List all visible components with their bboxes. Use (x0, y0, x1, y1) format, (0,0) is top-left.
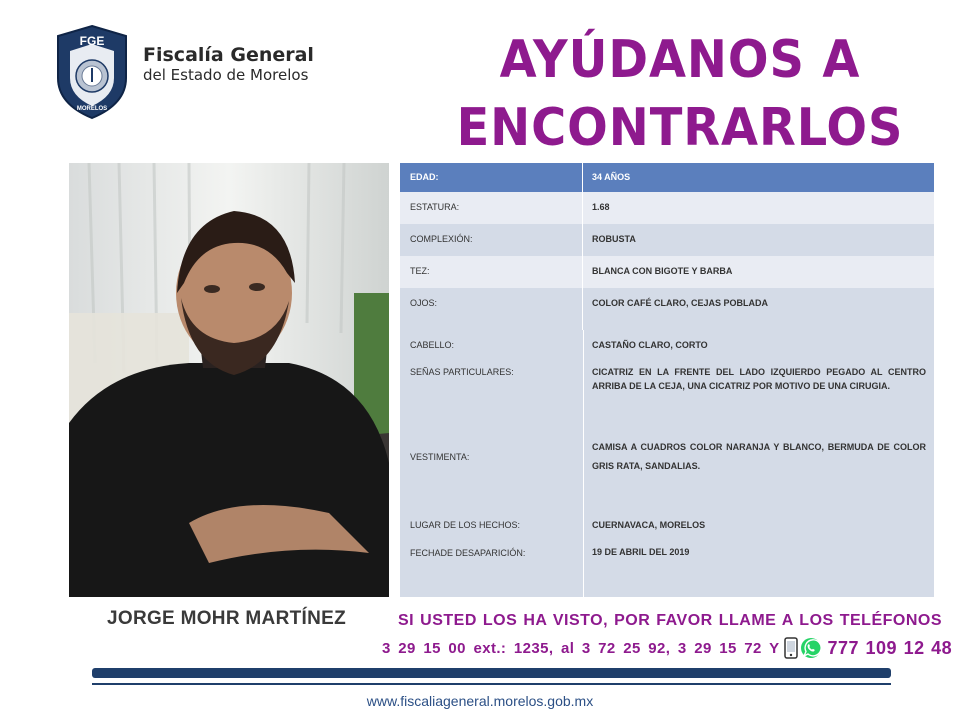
complexion-label: TEZ: (400, 256, 583, 288)
eyes-label: OJOS: (400, 288, 583, 330)
height-label: ESTATURA: (400, 192, 583, 224)
logo-sub-text: MORELOS (76, 106, 108, 112)
whatsapp-icon (800, 637, 822, 659)
clothing-value: CAMISA A CUADROS COLOR NARANJA Y BLANCO, BERMUDA DE COLOR GRIS RATA, SANDALIAS. (592, 442, 926, 471)
eyes-value: COLOR CAFÉ CLARO, CEJAS POBLADA (592, 298, 769, 308)
place-label: LUGAR DE LOS HECHOS: (410, 520, 521, 530)
contact-icons (784, 637, 822, 659)
detail-row-height (400, 192, 934, 224)
age-value: 34 AÑOS (592, 172, 631, 182)
phone-numbers (382, 636, 952, 660)
height-value: 1.68 (592, 202, 610, 212)
landline-numbers: 3 29 15 00 ext.: 1235, al 3 72 25 92, 3 29 15 72 Y (382, 639, 780, 657)
detail-row-age (400, 163, 934, 192)
org-subtitle: del Estado de Morelos (143, 66, 309, 84)
page-headline (450, 26, 910, 162)
marks-value: CICATRIZ EN LA FRENTE DEL LADO IZQUIERDO PEGADO AL CENTRO ARRIBA DE LA CEJA, UNA CICATRIZ POR MOTIVO DE UNA CIRUGIA. (592, 367, 926, 391)
footer-rule (92, 683, 891, 685)
org-name: Fiscalía General (143, 44, 314, 66)
headline-line-1: AYÚDANOS A (499, 30, 861, 90)
footer-bar (92, 668, 891, 678)
headline-line-2: ENCONTRARLOS (456, 98, 904, 158)
person-details-table (400, 163, 934, 597)
place-value: CUERNAVACA, MORELOS (592, 520, 706, 530)
missing-person-photo (69, 163, 389, 597)
clothing-label: VESTIMENTA: (410, 452, 470, 462)
website-link[interactable]: www.fiscaliageneral.morelos.gob.mx (366, 693, 594, 709)
column-divider (583, 330, 584, 597)
date-value: 19 DE ABRIL DEL 2019 (592, 547, 690, 557)
organization-title (143, 44, 314, 84)
hair-value: CASTAÑO CLARO, CORTO (592, 340, 708, 350)
missing-person-name: JORGE MOHR MARTÍNEZ (107, 608, 346, 629)
age-label: EDAD: (400, 163, 583, 192)
complexion-value: BLANCA CON BIGOTE Y BARBA (592, 266, 733, 276)
detail-row-complexion (400, 256, 934, 288)
mobile-phone-icon (784, 637, 798, 659)
detail-row-eyes (400, 288, 934, 330)
logo-text: FGE (79, 34, 105, 48)
build-label: COMPLEXIÓN: (400, 224, 583, 256)
build-value: ROBUSTA (592, 234, 636, 244)
fge-logo (52, 24, 132, 120)
detail-block-description (400, 330, 934, 597)
date-label: FECHADE DESAPARICIÓN: (410, 548, 526, 558)
detail-row-build (400, 224, 934, 256)
call-to-action: SI USTED LOS HA VISTO, POR FAVOR LLAME A LOS TELÉFONOS (398, 612, 942, 629)
mobile-number: 777 109 12 48 (827, 637, 953, 658)
hair-label: CABELLO: (410, 340, 455, 350)
marks-label: SEÑAS PARTICULARES: (410, 367, 514, 377)
